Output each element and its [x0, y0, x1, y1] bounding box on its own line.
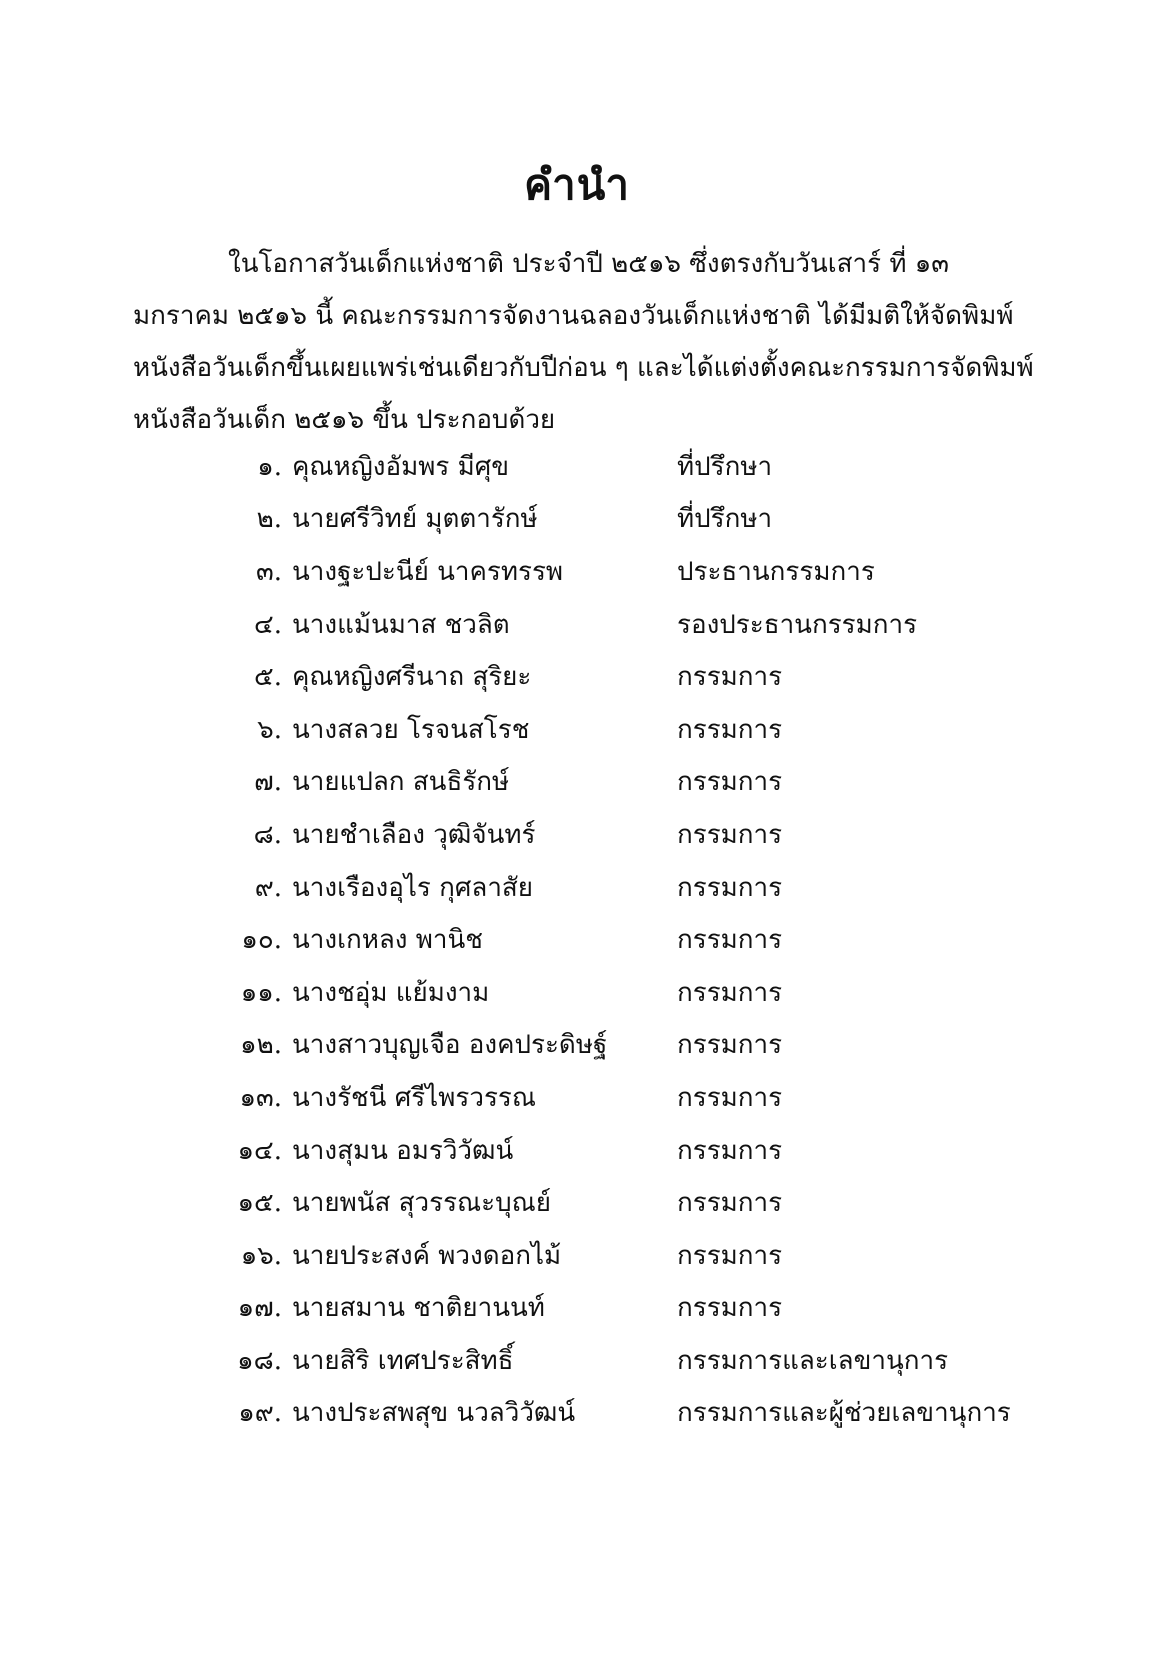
member-role: รองประธานกรรมการ [677, 609, 918, 640]
member-number: ๑๖. [240, 1240, 282, 1271]
member-role: กรรมการ [677, 977, 783, 1008]
committee-member [200, 913, 1060, 966]
member-role: กรรมการ [677, 1082, 783, 1113]
member-role: ที่ปรึกษา [677, 451, 773, 482]
intro-line-2: มกราคม ๒๕๑๖ นี้ คณะกรรมการจัดงานฉลองวันเด็กแห่งชาติ ได้มีมติให้จัดพิมพ์ [133, 301, 1014, 331]
committee-member [200, 1229, 1060, 1282]
member-number: ๑๙. [238, 1398, 282, 1429]
member-role: กรรมการและผู้ช่วยเลขานุการ [677, 1398, 1011, 1429]
committee-member [200, 1334, 1060, 1387]
member-number: ๑๗. [237, 1293, 282, 1324]
committee-member [200, 966, 1060, 1019]
committee-member [200, 598, 1060, 651]
member-name: นางสลวย โรจนสโรช [292, 714, 530, 745]
member-role: กรรมการ [677, 1240, 783, 1271]
member-number: ๔. [254, 609, 282, 640]
member-number: ๑๘. [237, 1345, 282, 1376]
member-name: นางสาวบุญเจือ องคประดิษฐ์ [292, 1030, 608, 1061]
committee-member [200, 1019, 1060, 1072]
member-name: นายพนัส สุวรรณะบุณย์ [292, 1188, 551, 1219]
page-title: คำนำ [524, 160, 630, 209]
member-name: คุณหญิงศรีนาถ สุริยะ [292, 662, 532, 693]
member-name: นายสมาน ชาติยานนท์ [292, 1293, 545, 1324]
member-name: นายประสงค์ พวงดอกไม้ [292, 1240, 562, 1271]
committee-member [200, 756, 1060, 809]
member-role: กรรมการ [677, 1030, 783, 1061]
member-number: ๑๓. [239, 1082, 282, 1113]
intro-paragraph [133, 238, 1034, 446]
member-name: นางรัชนี ศรีไพรวรรณ [292, 1082, 537, 1113]
committee-member [200, 703, 1060, 756]
member-role: กรรมการ [677, 925, 783, 956]
committee-member [200, 545, 1060, 598]
member-name: นางฐะปะนีย์ นาครทรรพ [292, 556, 564, 587]
member-name: คุณหญิงอัมพร มีศุข [292, 451, 510, 482]
committee-member [200, 1124, 1060, 1177]
committee-list [200, 440, 1060, 1439]
member-role: กรรมการ [677, 1135, 783, 1166]
member-number: ๑๒. [240, 1030, 282, 1061]
committee-member [200, 440, 1060, 493]
member-role: กรรมการ [677, 714, 783, 745]
member-number: ๑. [257, 451, 282, 482]
member-role: กรรมการ [677, 1188, 783, 1219]
member-name: นางเรืองอุไร กุศลาสัย [292, 872, 534, 903]
member-name: นายชำเลือง วุฒิจันทร์ [292, 819, 536, 850]
member-role: กรรมการ [677, 819, 783, 850]
committee-member [200, 650, 1060, 703]
member-role: กรรมการ [677, 767, 783, 798]
committee-member [200, 1282, 1060, 1335]
member-number: ๑๐. [241, 925, 282, 956]
intro-line-4: หนังสือวันเด็ก ๒๕๑๖ ขึ้น ประกอบด้วย [133, 405, 556, 435]
member-number: ๒. [256, 504, 282, 535]
committee-member [200, 1071, 1060, 1124]
member-name: นางประสพสุข นวลวิวัฒน์ [292, 1398, 576, 1429]
member-role: กรรมการ [677, 872, 783, 903]
member-name: นางเกหลง พานิช [292, 925, 483, 956]
member-role: กรรมการและเลขานุการ [677, 1345, 949, 1376]
member-number: ๑๑. [240, 977, 282, 1008]
member-role: กรรมการ [677, 1293, 783, 1324]
committee-member [200, 493, 1060, 546]
member-name: นางแม้นมาส ชวลิต [292, 609, 510, 640]
member-name: นายสิริ เทศประสิทธิ์ [292, 1345, 514, 1376]
intro-line-3: หนังสือวันเด็กขึ้นเผยแพร่เช่นเดียวกับปีก่อน ๆ และได้แต่งตั้งคณะกรรมการจัดพิมพ์ [133, 353, 1034, 383]
member-number: ๗. [254, 767, 282, 798]
member-role: ประธานกรรมการ [677, 556, 875, 587]
member-name: นางสุมน อมรวิวัฒน์ [292, 1135, 514, 1166]
committee-member [200, 1176, 1060, 1229]
member-name: นางชอุ่ม แย้มงาม [292, 977, 490, 1008]
member-number: ๕. [254, 662, 282, 693]
committee-member [200, 861, 1060, 914]
member-number: ๓. [255, 556, 282, 587]
member-number: ๘. [253, 819, 282, 850]
intro-line-1: ในโอกาสวันเด็กแห่งชาติ ประจำปี ๒๕๑๖ ซึ่งตรงกับวันเสาร์ ที่ ๑๓ [228, 249, 950, 279]
committee-member [200, 808, 1060, 861]
member-number: ๙. [254, 872, 282, 903]
member-number: ๖. [257, 714, 282, 745]
member-number: ๑๕. [237, 1188, 282, 1219]
member-name: นายแปลก สนธิรักษ์ [292, 767, 510, 798]
committee-member [200, 1387, 1060, 1440]
member-role: กรรมการ [677, 662, 783, 693]
member-number: ๑๔. [237, 1135, 282, 1166]
member-name: นายศรีวิทย์ มุตตารักษ์ [292, 504, 538, 535]
member-role: ที่ปรึกษา [677, 504, 773, 535]
